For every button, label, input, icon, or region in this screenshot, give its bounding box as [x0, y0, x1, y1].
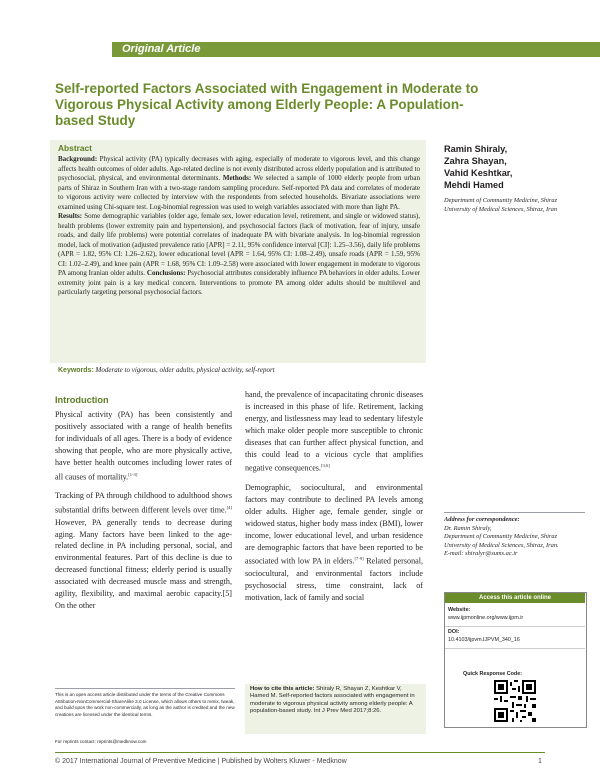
license-text: This is an open access article distributed under the terms of the Creative Commons Attribution‑NonCommercial‑ShareAlike 3.0 License, which allows others to remix, tweak, and build upon the work non‑commercially, as long as the author is credited and the new creations are licensed under the identical terms. — [55, 692, 235, 718]
qr-code-icon[interactable] — [494, 680, 536, 722]
results-text: Some demographic variables (older age, female sex, lower education level, retirement, and single or widowed status), health problems (lower extremity pain and hypertension), and psychosocial factors (lack of motivation, fear of injury, unsafe roads, and daily life problems) were potential correlates of inadequate PA with bivariate analysis. In log-binomial regression model, lack of motivation (adjusted prevalence ratio [APR] = 2.11, 95% confidence interval [CI]: 1.25–3.56), daily life problems (APR = 1.82, 95% CI: 1.26–2.62), lower educational level (APR = 1.64, 95% CI: 1.08–2.49), unsafe roads (APR = 1.59, 95% CI: 1.02–2.49), and knee pain (APR = 1.68, 95% CI: 1.09–2.58) were associated with lower engagement in moderate to vigorous PA among Iranian older adults. — [58, 212, 420, 277]
qr-label: Quick Response Code: — [463, 671, 523, 677]
author-name: Mehdi Hamed — [444, 180, 504, 190]
paragraph: Tracking of PA through childhood to adulthood shows substantial drifts between different levels over time.[4] However, PA generally tends to decrease during aging. Many factors have been linked to the age-related decline in PA including personal, social, and environmental features. Part of this decline is due to decreased functional fitness; elderly period is usually associated with decreased muscle mass and strength, agility, flexibility, and maximal aerobic capacity.[5] On the other — [55, 491, 232, 610]
keywords-text: Moderate to vigorous, older adults, physical activity, self-report — [95, 366, 275, 374]
background-label: Background: — [58, 155, 98, 163]
citation — [250, 686, 422, 716]
background-text: Physical activity (PA) typically decreases with aging, especially of moderate to vigorous level, and this change affects health outcomes of older adults. Age-related decline is not evenly distributed across elderly population and is attributed to psychosocial, physical, and environmental determinants. — [58, 155, 421, 182]
correspondence-name: Dr. Ramin Shiraly, — [444, 524, 492, 532]
author-name: Vahid Keshtkar, — [444, 168, 513, 178]
paragraph: Physical activity (PA) has been consistently and positively associated with a range of health benefits for individuals of all ages. There is a body of evidence showing that people, who are more physically active, have better health outcomes including lower rates of all causes of mortality.[1-3] — [55, 410, 232, 482]
footer-text: © 2017 International Journal of Preventive Medicine | Published by Wolters Kluwer - Medknow — [55, 758, 347, 765]
author-name: Zahra Shayan, — [444, 156, 507, 166]
introduction-heading: Introduction — [55, 395, 109, 405]
divider — [445, 626, 585, 627]
keywords — [58, 366, 420, 374]
conclusions-text: Psychosocial attributes considerably influence PA behaviors in older adults. Lower extremity joint pain is a key medical concern. Interventions to promote PA among older adults should be multilevel and particularly targeting personal psychosocial factors. — [58, 269, 421, 296]
paragraph: hand, the prevalence of incapacitating chronic diseases is increased in this phase of life. Retirement, lacking energy, and listlessness may lead to sedentary lifestyle which make older people more susceptible to chronic diseases that can further affect physical function, and this could lead to a vicious cycle that amplifies negative consequences.[3,6] — [245, 390, 423, 474]
citation-label: How to cite this article: — [250, 686, 315, 692]
correspondence-label: Address for correspondence: — [444, 516, 520, 523]
paragraph: Demographic, sociocultural, and environmental factors may contribute to declined PA levels among older adults. Higher age, female gender, single or widowed status, higher body mass index (BMI), lower income, lower educational level, and urban residence are demographic factors that have been reported to be associated with low PA in elders.[7-9] Related personal, sociocultural, and environmental factors include psychosocial stress, time constraint, lack of motivation, lack of family and social — [245, 483, 423, 602]
affiliation: Department of Community Medicine, Shiraz University of Medical Sciences, Shiraz, Iran — [444, 197, 558, 213]
citation-text: Shiraly R, Shayan Z, Keshtkar V, Hamed M. Self-reported factors associated with engagement in moderate to vigorous physical activity among elderly people: A population-based study. Int J Prev Med 2017;8:26. — [250, 686, 415, 715]
divider — [445, 648, 585, 649]
divider — [444, 512, 585, 513]
footer-rule — [55, 752, 545, 753]
correspondence-email: E-mail: shiralyr@sums.ac.ir — [444, 550, 518, 558]
website-label: Website: — [448, 607, 471, 613]
author-list — [444, 143, 584, 191]
page-number: 1 — [538, 758, 542, 765]
conclusions-label: Conclusions: — [146, 269, 186, 277]
results-label: Results: — [58, 212, 83, 220]
methods-label: Methods: — [222, 174, 252, 182]
correspondence-address: Department of Community Medicine, Shiraz University of Medical Sciences, Shiraz, Iran. — [444, 533, 559, 549]
section-label: Original Article — [122, 43, 201, 55]
keywords-label: Keywords: — [58, 367, 94, 374]
abstract-body — [58, 155, 420, 298]
article-title: Self-reported Factors Associated with Engagement in Moderate to Vigorous Physical Activity among Elderly People: A Population-based Study — [55, 81, 479, 128]
methods-text: We selected a sample of 1000 elderly people from urban parts of Shiraz in Southern Iran with a two-stage random sampling procedure. Self-reported PA data and correlates of moderate to vigorous activity were collected by interview with the respondents from selected households. Bivariate associations were examined using Chi-square test. Log-binomial regression was used to weigh variables associated with more than light PA. — [58, 174, 421, 211]
column-left — [55, 409, 232, 619]
divider — [55, 688, 235, 689]
author-name: Ramin Shiraly, — [444, 144, 508, 154]
abstract-heading: Abstract — [58, 143, 92, 153]
access-heading: Access this article online — [445, 593, 585, 603]
doi-label: DOI: — [448, 629, 460, 635]
correspondence — [444, 516, 584, 559]
website-link[interactable]: www.ijpmonline.org/www.ijpm.ir — [448, 615, 524, 621]
reprints-text: For reprints contact: reprints@medknow.com — [55, 739, 147, 744]
doi-link[interactable]: 10.4103/ijpvm.IJPVM_340_16 — [448, 637, 520, 643]
column-right — [245, 389, 423, 611]
